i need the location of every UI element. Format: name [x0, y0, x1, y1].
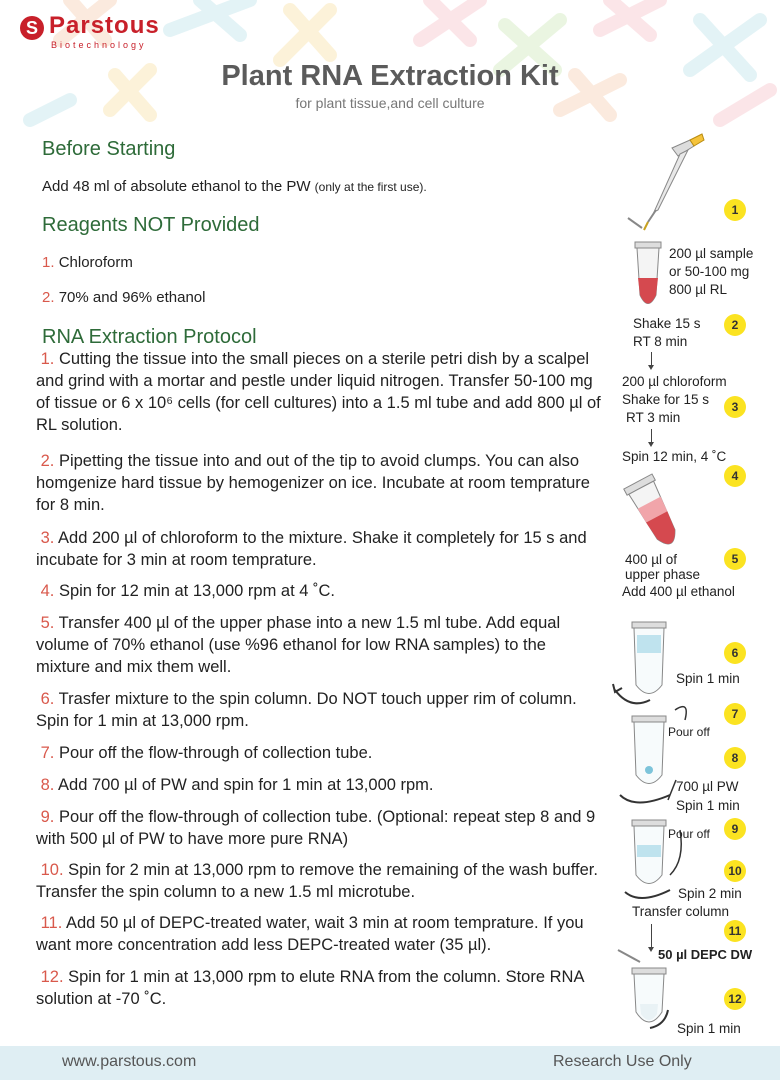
page-subtitle: for plant tissue,and cell culture [295, 95, 485, 111]
step-text: Pour off the flow-through of collection tube. [58, 744, 373, 762]
protocol-step-6 [36, 688, 604, 732]
step-text: Spin for 1 min at 13,000 rpm to elute RNA from the column. Store RNA solution at -70 ˚C. [36, 968, 584, 1008]
step-number: 3. [40, 529, 55, 547]
step-number: 10. [40, 861, 64, 879]
step-badge-10: 10 [724, 860, 746, 882]
flow-arrow [651, 429, 652, 443]
protocol-step-1 [36, 348, 604, 436]
before-starting-note: (only at the first use). [314, 180, 427, 194]
step2-label: RT 8 min [633, 334, 688, 349]
step2-label: Shake 15 s [633, 316, 701, 331]
step-number: 5. [40, 614, 55, 632]
step-number: 6. [40, 690, 55, 708]
step-badge-6: 6 [724, 642, 746, 664]
step5-label: Add 400 µl ethanol [622, 584, 735, 599]
step1-label: or 50-100 mg [669, 264, 750, 279]
step-text: Spin for 2 min at 13,000 rpm to remove the remaining of the wash buffer. Transfer the spin column to a new 1.5 ml microtube. [36, 861, 598, 901]
step3-label: RT 3 min [626, 410, 681, 425]
step5-label: 400 µl of [625, 552, 678, 567]
before-starting-heading: Before Starting [42, 138, 176, 160]
protocol-step-10 [36, 859, 604, 903]
reagent-number: 1. [42, 254, 55, 271]
step-number: 11. [40, 914, 63, 932]
step-badge-9: 9 [724, 818, 746, 840]
protocol-step-2 [36, 450, 604, 516]
step7-label: Pour off [668, 725, 710, 739]
step-badge-7: 7 [724, 703, 746, 725]
step-badge-2: 2 [724, 314, 746, 336]
page-footer [0, 1046, 780, 1080]
step11-label: 50 µl DEPC DW [658, 947, 753, 962]
step-text: Add 700 µl of PW and spin for 1 min at 13,000 rpm. [58, 776, 434, 794]
spin-column-icon [613, 622, 666, 703]
step-badge-4: 4 [724, 465, 746, 487]
before-starting-text [42, 178, 427, 195]
step6-label: Spin 1 min [676, 671, 740, 686]
centrifuged-tube-icon [624, 474, 685, 551]
step-badge-1: 1 [724, 199, 746, 221]
protocol-step-5 [36, 612, 604, 678]
protocol-step-4 [36, 580, 604, 602]
step-text: Cutting the tissue into the small pieces on a sterile petri dish by a scalpel and grind with a mortar and pestle under liquid nitrogen. Transfer 50-100 mg of tissue or 6 x 10⁶ cells (for cell cultures) into a 1.5 ml tube and add 800 µl of RL solution. [36, 350, 601, 434]
step3-label: Shake for 15 s [622, 392, 710, 407]
step-badge-3: 3 [724, 396, 746, 418]
step-text: Transfer 400 µl of the upper phase into a new 1.5 ml tube. Add equal volume of 70% ethanol (use %96 ethanol for low RNA samples) to the mixture and mix them well. [36, 614, 561, 676]
protocol-step-11 [36, 912, 604, 956]
step-badge-8: 8 [724, 747, 746, 769]
logo-mark: S [20, 16, 44, 40]
step-text: Spin for 12 min at 13,000 rpm at 4 ˚C. [58, 582, 336, 600]
step-text: Trasfer mixture to the spin column. Do NOT touch upper rim of column. Spin for 1 min at 13,000 rpm. [36, 690, 577, 730]
step10-label: Spin 2 min [678, 886, 742, 901]
step9-label: Pour off [668, 827, 710, 841]
step-number: 2. [40, 452, 55, 470]
logo-tagline: Biotechnology [51, 40, 147, 50]
step5-label: upper phase [625, 567, 701, 582]
step-badge-11: 11 [724, 920, 746, 942]
page-title: Plant RNA Extraction Kit [221, 60, 559, 92]
step1-label: 800 µl RL [669, 282, 728, 297]
step-number: 8. [40, 776, 55, 794]
step4-label: Spin 12 min, 4 ˚C [622, 449, 727, 464]
step10-label: Transfer column [632, 904, 730, 919]
protocol-step-7 [36, 742, 604, 764]
protocol-heading: RNA Extraction Protocol [42, 326, 257, 348]
step1-label: 200 µl sample [669, 246, 754, 261]
step-text: Pipetting the tissue into and out of the tip to avoid clumps. You can also homgenize hard tissue by hemogenizer on ice. Incubate at room temprature for 8 min. [36, 452, 590, 514]
reagents-heading: Reagents NOT Provided [42, 214, 260, 236]
step8-label: 700 µl PW [676, 779, 739, 794]
microtube-icon [628, 218, 661, 304]
step-text: Add 50 µl of DEPC-treated water, wait 3 min at room temprature. If you want more concentration add less DEPC-treated water (35 µl). [36, 914, 584, 954]
reagent-number: 2. [42, 289, 55, 306]
company-logo [20, 12, 170, 52]
step-badge-5: 5 [724, 548, 746, 570]
protocol-step-12 [36, 966, 604, 1010]
step-number: 4. [40, 582, 55, 600]
research-use-note: Research Use Only [553, 1053, 692, 1070]
flow-arrow [651, 924, 652, 948]
protocol-step-8 [36, 774, 604, 796]
logo-name: Parstous [49, 12, 160, 39]
flow-arrow [651, 352, 652, 366]
step-text: Pour off the flow-through of collection tube. (Optional: repeat step 8 and 9 with 500 µl of PW to have more pure RNA) [36, 808, 596, 848]
step-number: 9. [40, 808, 55, 826]
step3-label: 200 µl chloroform [622, 374, 727, 389]
step-number: 1. [40, 350, 55, 368]
step8-label: Spin 1 min [676, 798, 740, 813]
step12-label: Spin 1 min [677, 1021, 741, 1036]
pipette-icon [644, 134, 704, 230]
reagent-text: 70% and 96% ethanol [58, 289, 206, 306]
step-text: Add 200 µl of chloroform to the mixture. Shake it completely for 15 s and incubate for 3 min at room temprature. [36, 529, 587, 569]
step-number: 12. [40, 968, 64, 986]
website-link[interactable]: www.parstous.com [62, 1053, 197, 1070]
reagent-text: Chloroform [58, 254, 133, 271]
reagent-item [42, 289, 205, 306]
step-number: 7. [40, 744, 55, 762]
protocol-step-3 [36, 527, 604, 571]
protocol-step-9 [36, 806, 604, 850]
before-starting-main: Add 48 ml of absolute ethanol to the PW [42, 178, 311, 195]
reagent-item [42, 254, 133, 271]
step-badge-12: 12 [724, 988, 746, 1010]
